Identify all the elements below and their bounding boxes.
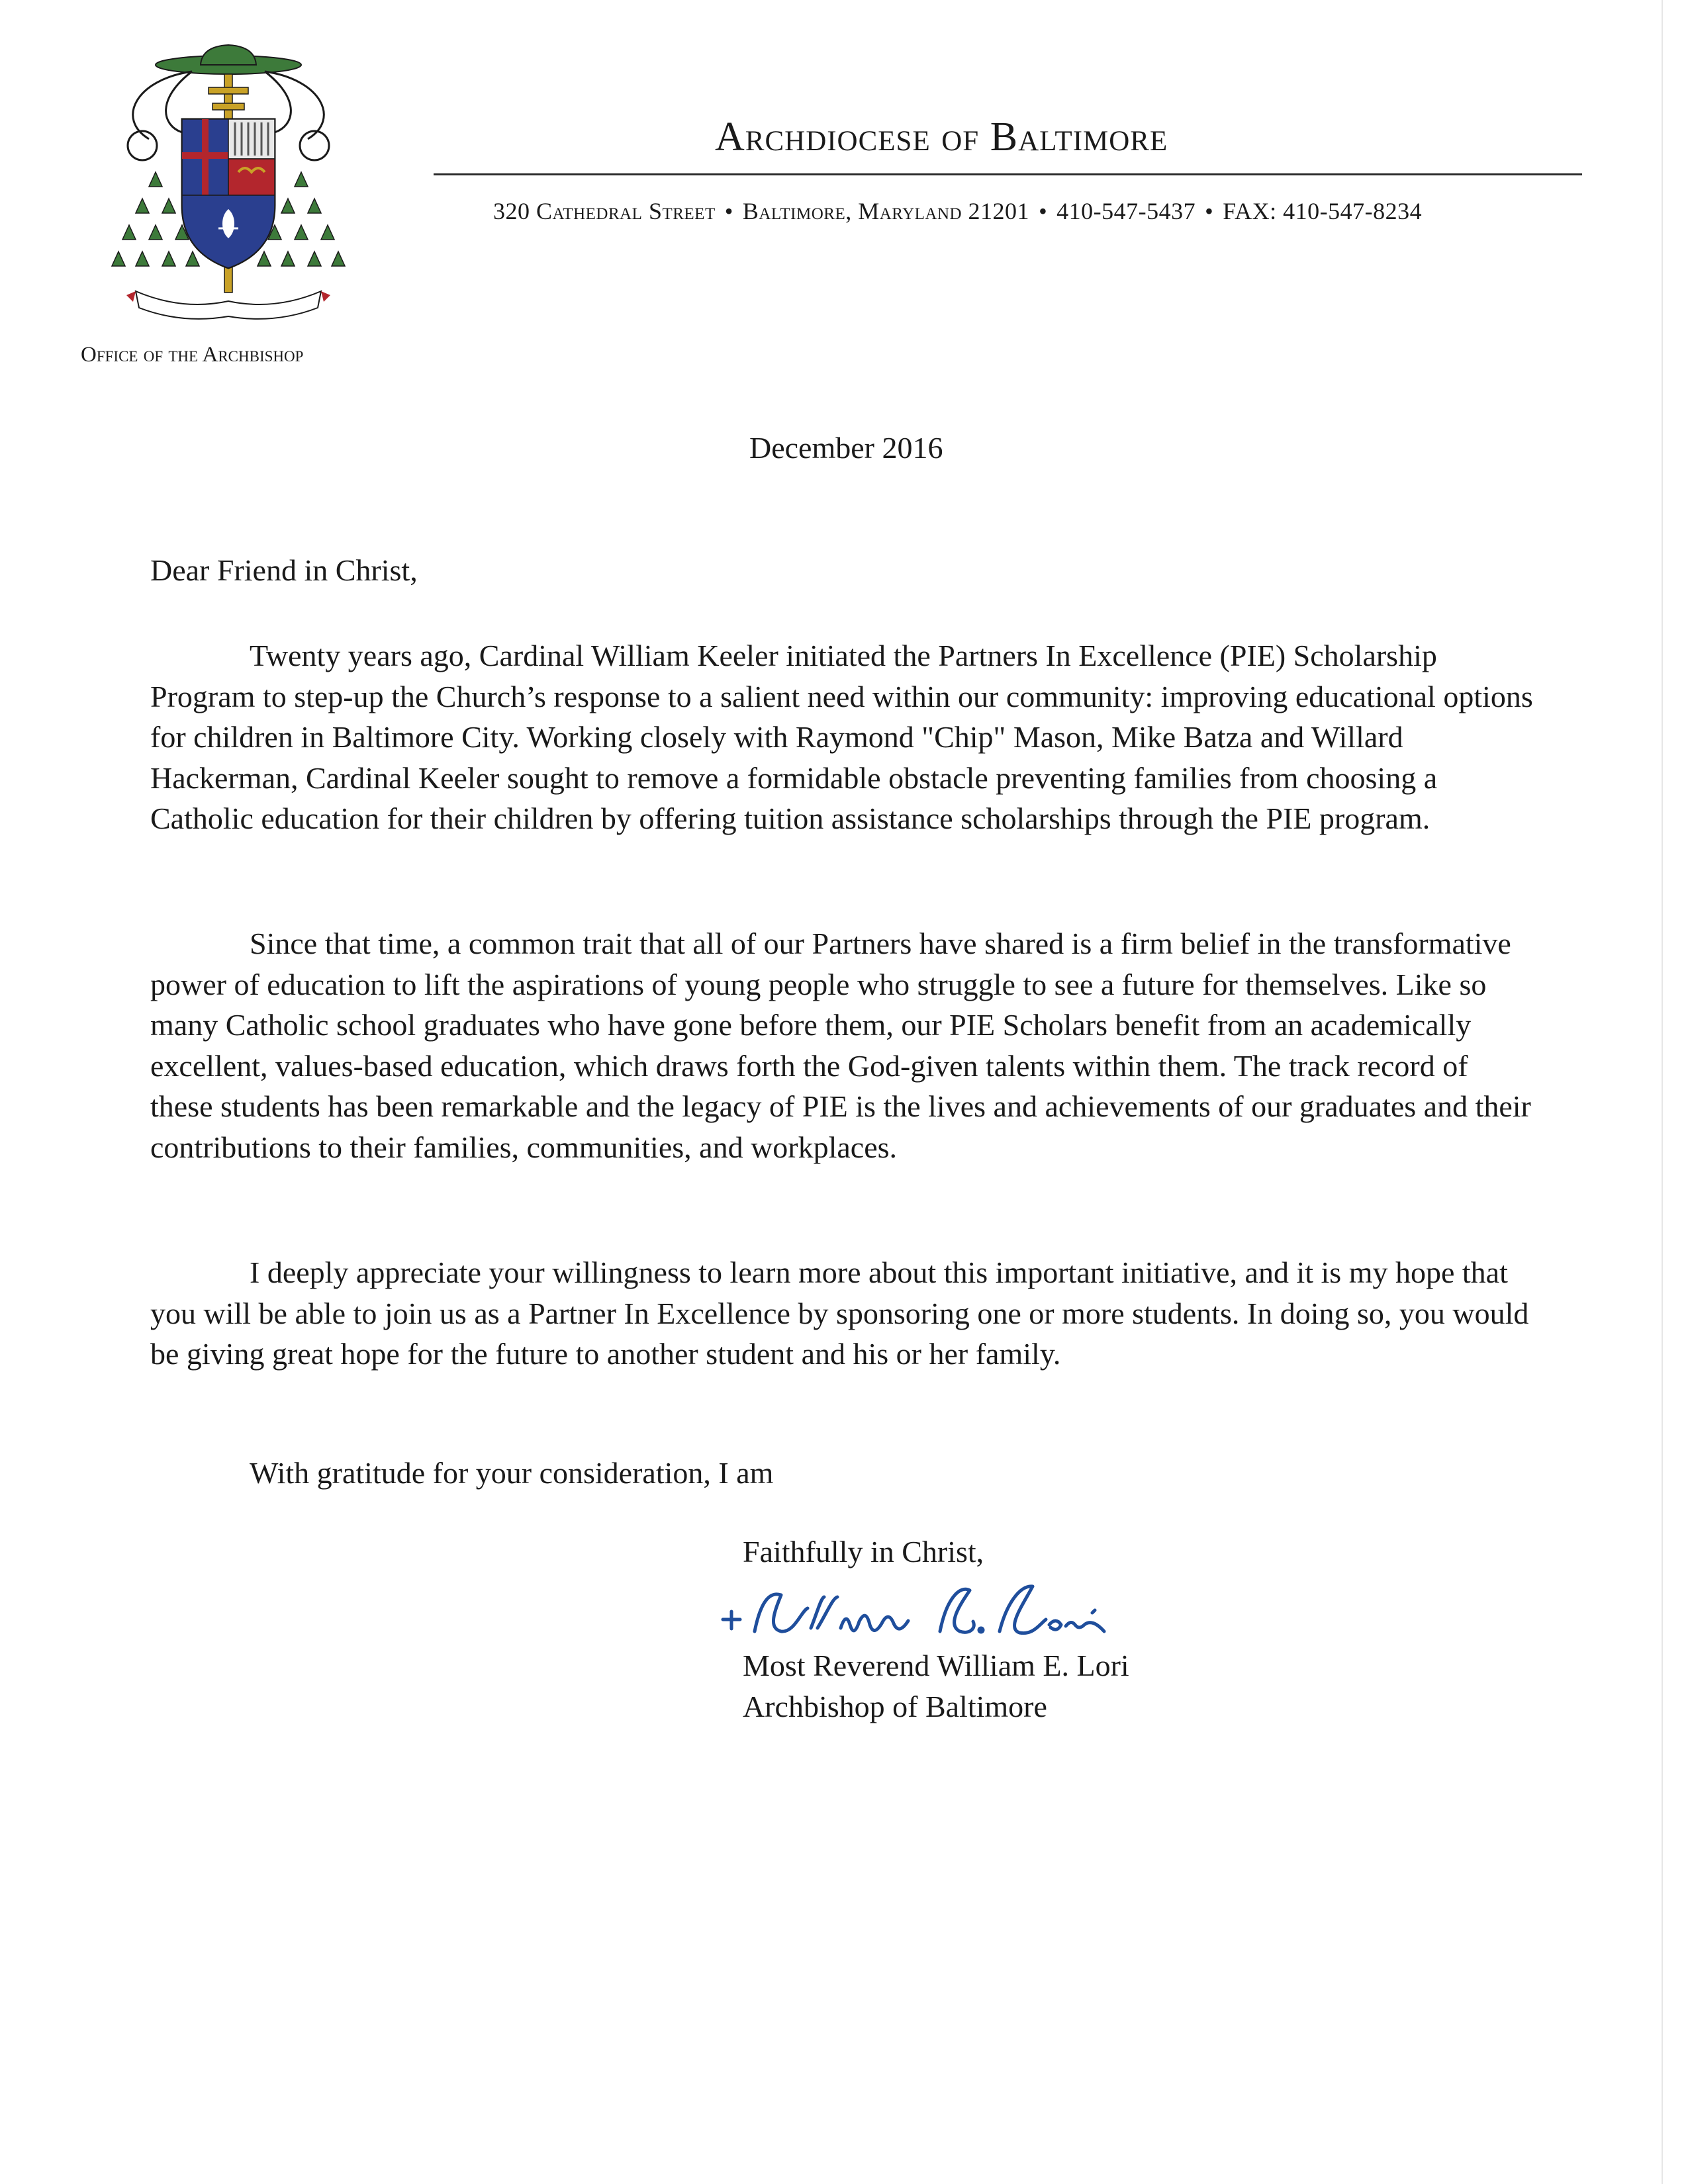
address-city: Baltimore, Maryland 21201 bbox=[742, 198, 1030, 224]
address-street: 320 Cathedral Street bbox=[493, 198, 716, 224]
phone-number: 410-547-5437 bbox=[1056, 198, 1196, 224]
galero-hat bbox=[156, 45, 301, 74]
separator: • bbox=[724, 198, 733, 224]
office-label: Office of the Archbishop bbox=[81, 343, 304, 367]
signer-title: Archbishop of Baltimore bbox=[743, 1690, 1047, 1723]
shield bbox=[182, 119, 275, 268]
address-line bbox=[493, 197, 1422, 225]
separator: • bbox=[1039, 198, 1048, 224]
separator: • bbox=[1205, 198, 1214, 224]
handwritten-signature bbox=[708, 1572, 1132, 1658]
salutation: Dear Friend in Christ, bbox=[150, 553, 418, 587]
scan-edge bbox=[1662, 0, 1663, 2184]
signer-name: Most Reverend William E. Lori bbox=[743, 1649, 1129, 1682]
body-paragraph-3: I deeply appreciate your willingness to learn more about this important initiative, and it is my hope that you will be able to join us as a Partner In Excellence by sponsoring one or more students. In doing so, you would be giving great hope for the future to another student and his or her family. bbox=[150, 1255, 1529, 1371]
coat-of-arms-logo bbox=[109, 40, 348, 324]
fax-number: FAX: 410-547-8234 bbox=[1223, 198, 1423, 224]
letter-date: December 2016 bbox=[749, 431, 943, 465]
body-paragraph-2: Since that time, a common trait that all of our Partners have shared is a firm belief in the transformative power of education to lift the aspirations of young people who struggle to see a future for themselves. Like so many Catholic school graduates who have gone before them, our PIE Scholars benefit from an academically excellent, values-based education, which draws forth the God-given talents within them. The track record of these students has been remarkable and the legacy of PIE is the lives and achievements of our graduates and their contributions to their families, communities, and workplaces. bbox=[150, 927, 1531, 1164]
body-paragraph-4: With gratitude for your consideration, I am bbox=[250, 1456, 774, 1490]
header-divider bbox=[434, 173, 1582, 175]
organization-name: Archdiocese of Baltimore bbox=[715, 114, 1168, 159]
closing: Faithfully in Christ, bbox=[743, 1535, 984, 1569]
body-paragraph-1: Twenty years ago, Cardinal William Keeler initiated the Partners In Excellence (PIE) Scholarship Program to step-up the Church’s response to a salient need within our community: improving educational options for children in Baltimore City. Working closely with Raymond "Chip" Mason, Mike Batza and Willard Hackerman, Cardinal Keeler sought to remove a formidable obstacle preventing families from choosing a Catholic education for their children by offering tuition assistance scholarships through the PIE program. bbox=[150, 639, 1533, 835]
motto-scroll bbox=[126, 291, 330, 319]
